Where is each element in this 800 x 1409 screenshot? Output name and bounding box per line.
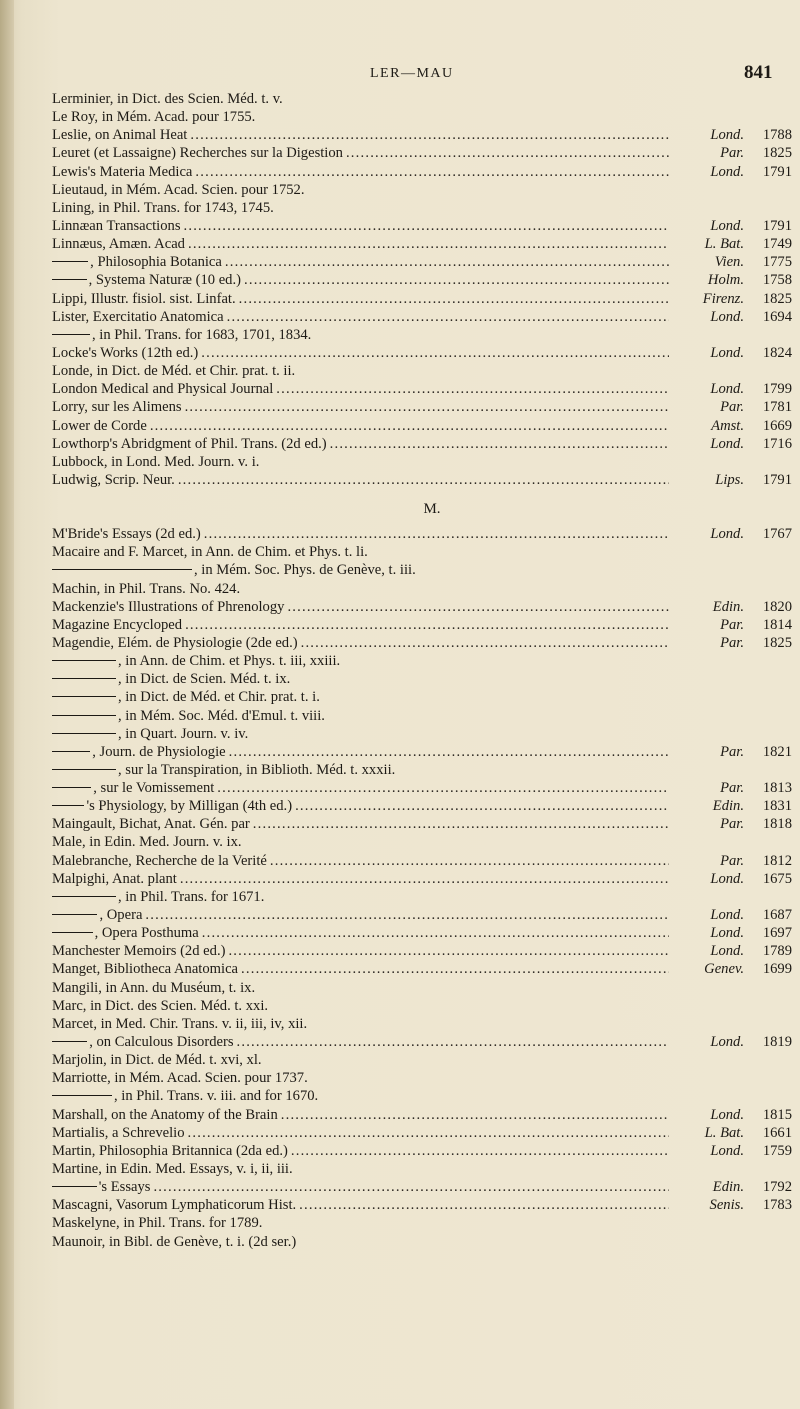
entry-year: 1821 — [762, 743, 792, 760]
entry-title: , in Phil. Trans. v. iii. and for 1670. — [114, 1088, 319, 1105]
entry-place: Par. — [720, 780, 744, 797]
entry-title: Magazine Encycloped — [52, 616, 183, 633]
index-entry — [52, 1015, 792, 1033]
index-entry — [52, 181, 792, 199]
dot-leader — [237, 1033, 669, 1051]
entry-title: London Medical and Physical Journal — [52, 381, 274, 398]
dot-leader — [185, 616, 669, 634]
dot-leader — [195, 163, 669, 181]
entry-place: Par. — [720, 743, 744, 760]
index-entries — [52, 90, 792, 1251]
entry-year: 1818 — [762, 816, 792, 833]
entry-year: 1792 — [762, 1179, 792, 1196]
running-head: LER—MAU — [370, 66, 454, 81]
index-entry — [52, 1160, 792, 1178]
index-entry — [52, 417, 792, 435]
dot-leader — [241, 960, 669, 978]
entry-place: Lond. — [710, 127, 744, 144]
entry-place: Lond. — [710, 344, 744, 361]
entry-title: Marriotte, in Mém. Acad. Scien. pour 1737. — [52, 1070, 308, 1087]
index-entry — [52, 308, 792, 326]
index-entry — [52, 90, 792, 108]
entry-title: Lower de Corde — [52, 417, 147, 434]
entry-year: 1687 — [762, 907, 792, 924]
index-entry — [52, 743, 792, 761]
entry-title: Manchester Memoirs (2d ed.) — [52, 943, 226, 960]
index-entry — [52, 634, 792, 652]
entry-place: Lond. — [710, 907, 744, 924]
entry-title: , sur le Vomissement — [93, 780, 215, 797]
index-entry — [52, 888, 792, 906]
entry-title: Martialis, a Schrevelio — [52, 1124, 185, 1141]
index-entry — [52, 580, 792, 598]
dot-leader — [291, 1142, 669, 1160]
dot-leader — [346, 144, 669, 162]
entry-title: Lowthorp's Abridgment of Phil. Trans. (2d ed.) — [52, 435, 327, 452]
entry-title: Martin, Philosophia Britannica (2da ed.) — [52, 1142, 288, 1159]
entry-place: Par. — [720, 399, 744, 416]
dot-leader — [178, 471, 669, 489]
entry-place: Lond. — [710, 381, 744, 398]
dot-leader — [301, 634, 669, 652]
index-entry — [52, 870, 792, 888]
index-entry — [52, 942, 792, 960]
dot-leader — [188, 235, 669, 253]
entry-title: Leslie, on Animal Heat — [52, 127, 188, 144]
index-entry — [52, 688, 792, 706]
index-entry — [52, 1106, 792, 1124]
entry-year: 1699 — [762, 961, 792, 978]
ditto-dash — [52, 334, 90, 335]
dot-leader — [270, 852, 669, 870]
entry-place: Lond. — [710, 308, 744, 325]
entry-year: 1675 — [762, 870, 792, 887]
index-entry — [52, 217, 792, 235]
index-entry — [52, 271, 792, 289]
entry-year: 1791 — [762, 163, 792, 180]
entry-title: , on Calculous Disorders — [89, 1034, 234, 1051]
entry-year: 1813 — [762, 780, 792, 797]
ditto-dash — [52, 805, 84, 806]
entry-title: Londe, in Dict. de Méd. et Chir. prat. t. ii. — [52, 363, 296, 380]
entry-place: Lond. — [710, 943, 744, 960]
dot-leader — [299, 1196, 669, 1214]
entry-year: 1814 — [762, 616, 792, 633]
index-entry — [52, 616, 792, 634]
ditto-dash — [52, 279, 87, 280]
dot-leader — [228, 942, 669, 960]
index-entry — [52, 1069, 792, 1087]
entries-m-list — [52, 525, 792, 1251]
entry-year: 1825 — [762, 634, 792, 651]
index-entry — [52, 979, 792, 997]
entry-place: Par. — [720, 852, 744, 869]
entry-place: Lond. — [710, 1106, 744, 1123]
index-entry — [52, 163, 792, 181]
dot-leader — [287, 598, 669, 616]
index-entry — [52, 235, 792, 253]
entry-place: Lond. — [710, 1034, 744, 1051]
dot-leader — [227, 308, 669, 326]
index-entry — [52, 290, 792, 308]
entry-title: Mascagni, Vasorum Lymphaticorum Hist. — [52, 1197, 297, 1214]
entry-place: Holm. — [707, 272, 744, 289]
entry-year: 1791 — [762, 471, 792, 488]
entry-year: 1775 — [762, 254, 792, 271]
entry-place: L. Bat. — [704, 236, 744, 253]
entry-place: Par. — [720, 145, 744, 162]
index-entry — [52, 1233, 792, 1251]
entry-year: 1758 — [762, 272, 792, 289]
entry-title: , in Mém. Soc. Phys. de Genève, t. iii. — [194, 562, 416, 579]
entry-title: Mackenzie's Illustrations of Phrenology — [52, 598, 285, 615]
entry-title: Marjolin, in Dict. de Méd. t. xvi, xl. — [52, 1052, 262, 1069]
entry-place: Lond. — [710, 526, 744, 543]
entry-title: Lubbock, in Lond. Med. Journ. v. i. — [52, 453, 260, 470]
entry-year: 1820 — [762, 598, 792, 615]
dot-leader — [225, 253, 669, 271]
index-entry — [52, 797, 792, 815]
dot-leader — [184, 217, 669, 235]
entry-title: Macaire and F. Marcet, in Ann. de Chim. et Phys. t. li. — [52, 544, 368, 561]
entry-year: 1661 — [762, 1124, 792, 1141]
entry-title: , Philosophia Botanica — [90, 254, 222, 271]
index-entry — [52, 525, 792, 543]
ditto-dash — [52, 660, 116, 661]
entry-title: Linnæus, Amæn. Acad — [52, 236, 185, 253]
index-entry — [52, 1142, 792, 1160]
entry-title: , Opera Posthuma — [94, 925, 199, 942]
index-entry — [52, 561, 792, 579]
entry-title: Machin, in Phil. Trans. No. 424. — [52, 580, 241, 597]
entry-year: 1697 — [762, 925, 792, 942]
index-entry — [52, 833, 792, 851]
index-entry — [52, 725, 792, 743]
entries-l-list — [52, 90, 792, 489]
entry-year: 1788 — [762, 127, 792, 144]
entry-title: Lorry, sur les Alimens — [52, 399, 182, 416]
entry-title: M'Bride's Essays (2d ed.) — [52, 526, 201, 543]
index-entry — [52, 471, 792, 489]
dot-leader — [150, 417, 669, 435]
index-entry — [52, 997, 792, 1015]
dot-leader — [253, 815, 669, 833]
index-entry — [52, 924, 792, 942]
index-entry — [52, 906, 792, 924]
index-entry — [52, 598, 792, 616]
entry-year: 1824 — [762, 344, 792, 361]
entry-title: Lippi, Illustr. fisiol. sist. Linfat. — [52, 290, 236, 307]
entry-title: , Systema Naturæ (10 ed.) — [88, 272, 241, 289]
dot-leader — [295, 797, 669, 815]
entry-title: Marc, in Dict. des Scien. Méd. t. xxi. — [52, 997, 269, 1014]
page-number: 841 — [744, 62, 773, 83]
dot-leader — [204, 525, 669, 543]
entry-place: Edin. — [712, 798, 744, 815]
entry-title: Marcet, in Med. Chir. Trans. v. ii, iii, iv, xii. — [52, 1015, 308, 1032]
entry-place: L. Bat. — [704, 1124, 744, 1141]
entry-year: 1781 — [762, 399, 792, 416]
entry-year: 1789 — [762, 943, 792, 960]
index-entry — [52, 761, 792, 779]
entry-title: Le Roy, in Mém. Acad. pour 1755. — [52, 109, 256, 126]
dot-leader — [330, 435, 669, 453]
entry-year: 1825 — [762, 290, 792, 307]
entry-year: 1831 — [762, 798, 792, 815]
entry-title: Locke's Works (12th ed.) — [52, 344, 199, 361]
index-entry — [52, 1124, 792, 1142]
dot-leader — [190, 126, 669, 144]
dot-leader — [201, 344, 669, 362]
index-entry — [52, 362, 792, 380]
index-entry — [52, 398, 792, 416]
ditto-dash — [52, 769, 116, 770]
entry-year: 1694 — [762, 308, 792, 325]
entry-year: 1669 — [762, 417, 792, 434]
dot-leader — [202, 924, 669, 942]
index-entry — [52, 1087, 792, 1105]
entry-place: Amst. — [711, 417, 744, 434]
dot-leader — [180, 870, 669, 888]
dot-leader — [239, 290, 669, 308]
ditto-dash — [52, 751, 90, 752]
entry-year: 1716 — [762, 435, 792, 452]
entry-place: Par. — [720, 816, 744, 833]
entry-title: Maskelyne, in Phil. Trans. for 1789. — [52, 1215, 263, 1232]
entry-place: Senis. — [709, 1197, 744, 1214]
entry-title: , in Phil. Trans. for 1683, 1701, 1834. — [92, 326, 312, 343]
index-entry — [52, 144, 792, 162]
ditto-dash — [52, 696, 116, 697]
index-entry — [52, 1178, 792, 1196]
entry-title: Malpighi, Anat. plant — [52, 870, 177, 887]
index-entry — [52, 960, 792, 978]
ditto-dash — [52, 932, 93, 933]
entry-title: , in Mém. Soc. Méd. d'Emul. t. viii. — [118, 707, 325, 724]
index-entry — [52, 253, 792, 271]
index-entry — [52, 779, 792, 797]
entry-title: Lewis's Materia Medica — [52, 163, 193, 180]
ditto-dash — [52, 1186, 97, 1187]
entry-title: , in Dict. de Scien. Méd. t. ix. — [118, 671, 291, 688]
entry-year: 1749 — [762, 236, 792, 253]
entry-title: , Journ. de Physiologie — [92, 743, 226, 760]
entry-title: 's Physiology, by Milligan (4th ed.) — [86, 798, 293, 815]
index-entry — [52, 435, 792, 453]
index-entry — [52, 670, 792, 688]
ditto-dash — [52, 733, 116, 734]
entry-year: 1783 — [762, 1197, 792, 1214]
dot-leader — [276, 380, 669, 398]
dot-leader — [281, 1106, 669, 1124]
index-entry — [52, 380, 792, 398]
entry-year: 1815 — [762, 1106, 792, 1123]
entry-place: Genev. — [704, 961, 744, 978]
index-entry — [52, 1051, 792, 1069]
entry-title: Malebranche, Recherche de la Verité — [52, 852, 267, 869]
dot-leader — [185, 398, 669, 416]
ditto-dash — [52, 1095, 112, 1096]
entry-title: Mangili, in Ann. du Muséum, t. ix. — [52, 979, 256, 996]
ditto-dash — [52, 715, 116, 716]
entry-year: 1791 — [762, 217, 792, 234]
entry-place: Par. — [720, 634, 744, 651]
entry-title: Marshall, on the Anatomy of the Brain — [52, 1106, 278, 1123]
entry-title: Lister, Exercitatio Anatomica — [52, 308, 224, 325]
entry-title: Manget, Bibliotheca Anatomica — [52, 961, 239, 978]
index-entry — [52, 1196, 792, 1214]
entry-title: Maunoir, in Bibl. de Genève, t. i. (2d ser.) — [52, 1233, 297, 1250]
entry-year: 1759 — [762, 1142, 792, 1159]
entry-year: 1799 — [762, 381, 792, 398]
ditto-dash — [52, 787, 91, 788]
dot-leader — [188, 1124, 669, 1142]
entry-place: Lond. — [710, 435, 744, 452]
entry-place: Lond. — [710, 1142, 744, 1159]
index-entry — [52, 815, 792, 833]
page-gutter — [0, 0, 14, 1409]
entry-place: Lond. — [710, 163, 744, 180]
entry-place: Edin. — [712, 598, 744, 615]
entry-title: Lining, in Phil. Trans. for 1743, 1745. — [52, 199, 274, 216]
entry-place: Firenz. — [702, 290, 744, 307]
entry-place: Lips. — [715, 471, 744, 488]
ditto-dash — [52, 569, 192, 570]
entry-title: , sur la Transpiration, in Biblioth. Méd. t. xxxii. — [118, 761, 396, 778]
dot-leader — [153, 1178, 669, 1196]
entry-place: Edin. — [712, 1179, 744, 1196]
entry-title: Magendie, Elém. de Physiologie (2de ed.) — [52, 634, 298, 651]
entry-title: Ludwig, Scrip. Neur. — [52, 471, 175, 488]
index-entry — [52, 707, 792, 725]
index-entry — [52, 1214, 792, 1232]
entry-title: 's Essays — [98, 1179, 151, 1196]
entry-year: 1819 — [762, 1034, 792, 1051]
dot-leader — [244, 271, 669, 289]
index-entry — [52, 126, 792, 144]
entry-title: Leuret (et Lassaigne) Recherches sur la Digestion — [52, 145, 343, 162]
index-entry — [52, 108, 792, 126]
entry-title: , in Quart. Journ. v. iv. — [118, 725, 249, 742]
entry-title: , in Ann. de Chim. et Phys. t. iii, xxiii. — [118, 653, 341, 670]
ditto-dash — [52, 914, 97, 915]
entry-title: Lerminier, in Dict. des Scien. Méd. t. v. — [52, 91, 283, 107]
index-entry — [52, 1033, 792, 1051]
index-entry — [52, 326, 792, 344]
ditto-dash — [52, 261, 88, 262]
entry-title: Martine, in Edin. Med. Essays, v. i, ii, iii. — [52, 1161, 293, 1178]
entry-place: Par. — [720, 616, 744, 633]
dot-leader — [217, 779, 669, 797]
index-entry — [52, 344, 792, 362]
entry-title: Maingault, Bichat, Anat. Gén. par — [52, 816, 250, 833]
index-entry — [52, 199, 792, 217]
index-entry — [52, 543, 792, 561]
entry-place: Lond. — [710, 217, 744, 234]
entry-title: , in Phil. Trans. for 1671. — [118, 888, 265, 905]
entry-title: Male, in Edin. Med. Journ. v. ix. — [52, 834, 242, 851]
dot-leader — [145, 906, 669, 924]
entry-title: Lieutaud, in Mém. Acad. Scien. pour 1752. — [52, 181, 305, 198]
ditto-dash — [52, 678, 116, 679]
entry-place: Lond. — [710, 870, 744, 887]
entry-title: Linnæan Transactions — [52, 217, 181, 234]
dot-leader — [229, 743, 669, 761]
ditto-dash — [52, 1041, 87, 1042]
entry-title: , in Dict. de Méd. et Chir. prat. t. i. — [118, 689, 320, 706]
index-entry — [52, 852, 792, 870]
entry-title: , Opera — [99, 907, 143, 924]
ditto-dash — [52, 896, 116, 897]
entry-place: Lond. — [710, 925, 744, 942]
entry-year: 1812 — [762, 852, 792, 869]
index-entry — [52, 453, 792, 471]
entry-year: 1825 — [762, 145, 792, 162]
entry-year: 1767 — [762, 526, 792, 543]
index-entry — [52, 652, 792, 670]
entry-place: Vien. — [714, 254, 744, 271]
section-heading-m: M. — [423, 501, 441, 518]
